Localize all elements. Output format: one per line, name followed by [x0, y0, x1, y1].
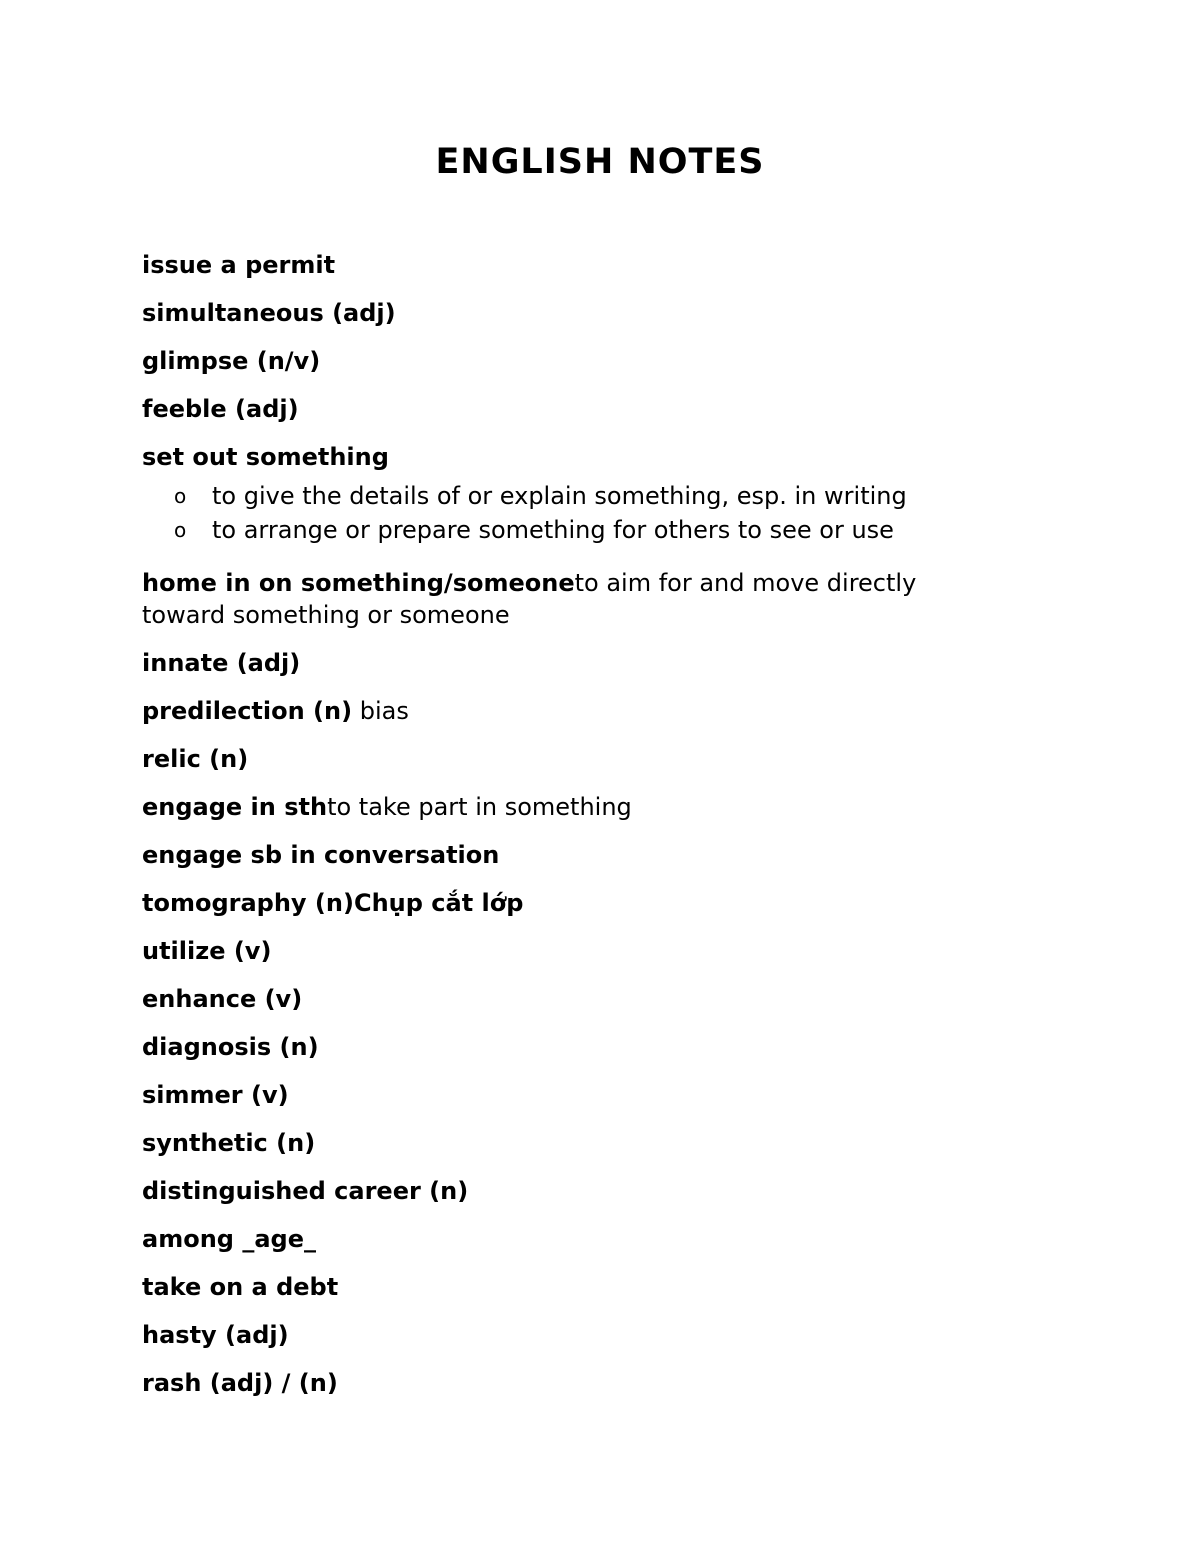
- vocab-entry: [142, 743, 982, 775]
- vocab-entry: [142, 983, 982, 1015]
- vocab-definition: to aim for and move directly toward something or someone: [142, 569, 917, 629]
- vocab-entry: [142, 441, 982, 473]
- vocab-entry: [142, 1127, 982, 1159]
- vocab-term: glimpse (n/v): [142, 347, 321, 375]
- definition-subitem: [174, 479, 982, 513]
- vocab-entry: [142, 695, 982, 727]
- vocab-term: distinguished career (n): [142, 1177, 469, 1205]
- vocab-entry: [142, 297, 982, 329]
- subitem-text: to give the details of or explain something, esp. in writing: [212, 482, 907, 510]
- vocab-entry: [142, 249, 982, 281]
- vocab-term: engage sb in conversation: [142, 841, 500, 869]
- vocab-term: engage in sth: [142, 793, 328, 821]
- vocab-entry: [142, 1271, 982, 1303]
- circle-bullet-icon: o: [174, 484, 187, 508]
- vocab-definition: to take part in something: [327, 793, 632, 821]
- vocab-term: hasty (adj): [142, 1321, 289, 1349]
- vocab-entry: [142, 647, 982, 679]
- subitem-text: to arrange or prepare something for others to see or use: [212, 516, 894, 544]
- vocab-entry: [142, 1367, 982, 1399]
- vocabulary-list: [142, 249, 982, 1415]
- vocab-entry: [142, 791, 982, 823]
- page-title: ENGLISH NOTES: [435, 142, 765, 182]
- vocab-entry: [142, 1319, 982, 1351]
- vocab-term: simultaneous (adj): [142, 299, 396, 327]
- vocab-term: rash (adj) / (n): [142, 1369, 338, 1397]
- vocab-term: tomography (n)Chụp cắt lớp: [142, 889, 524, 917]
- vocab-term: set out something: [142, 443, 389, 471]
- vocab-term: synthetic (n): [142, 1129, 316, 1157]
- vocab-entry: [142, 345, 982, 377]
- vocab-entry: [142, 1223, 982, 1255]
- vocab-term: relic (n): [142, 745, 249, 773]
- vocab-term: innate (adj): [142, 649, 301, 677]
- vocab-term: take on a debt: [142, 1273, 339, 1301]
- vocab-term: predilection (n): [142, 697, 353, 725]
- vocab-term: among _age_: [142, 1225, 316, 1253]
- vocab-entry: [142, 567, 982, 631]
- vocab-entry: [142, 393, 982, 425]
- circle-bullet-icon: o: [174, 518, 187, 542]
- vocab-entry: [142, 1079, 982, 1111]
- vocab-term: simmer (v): [142, 1081, 289, 1109]
- vocab-entry: [142, 1175, 982, 1207]
- vocab-entry: [142, 1031, 982, 1063]
- vocab-entry: [142, 839, 982, 871]
- definition-subitem: [174, 513, 982, 547]
- vocab-term: home in on something/someone: [142, 569, 575, 597]
- vocab-term: utilize (v): [142, 937, 272, 965]
- vocab-entry: [142, 935, 982, 967]
- vocab-term: issue a permit: [142, 251, 336, 279]
- vocab-entry: [142, 887, 982, 919]
- vocab-term: diagnosis (n): [142, 1033, 319, 1061]
- definition-sublist: [142, 479, 982, 547]
- vocab-definition: bias: [352, 697, 409, 725]
- vocab-term: enhance (v): [142, 985, 303, 1013]
- vocab-term: feeble (adj): [142, 395, 299, 423]
